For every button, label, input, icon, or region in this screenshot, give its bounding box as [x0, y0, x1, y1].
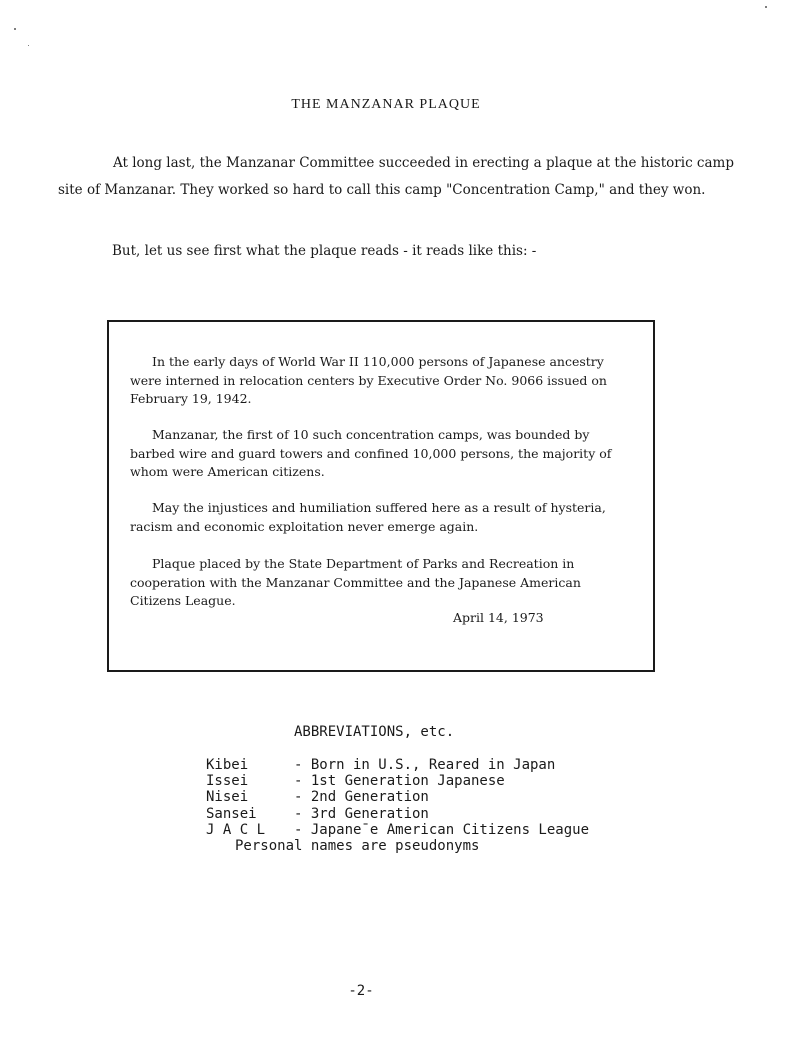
abbreviation-row: [206, 806, 589, 822]
abbreviation-term: Sansei: [206, 805, 257, 822]
abbreviations-heading: ABBREVIATIONS, etc.: [294, 724, 455, 740]
scan-speck: [14, 28, 16, 30]
scan-speck: [765, 6, 767, 8]
plaque-paragraph: [130, 555, 630, 611]
plaque-paragraph: [130, 353, 630, 409]
abbreviation-row: [206, 789, 589, 805]
abbreviation-term: J A C L: [206, 821, 266, 838]
plaque-paragraph-text: Plaque placed by the State Department of Parks and Recreation in cooperation with the Manzanar Committee and the Japanese American Citizens League.: [130, 556, 581, 608]
plaque-paragraph: [130, 426, 630, 482]
abbreviation-term: Issei: [206, 773, 249, 790]
abbreviation-row: [206, 757, 589, 773]
abbreviation-term: Nisei: [206, 789, 249, 806]
abbreviation-term: Kibei: [206, 757, 249, 773]
abbreviation-row: [206, 822, 589, 838]
abbreviations-list: [206, 757, 589, 838]
abbreviation-definition: - 3rd Generation: [294, 805, 429, 822]
abbreviation-definition: - Born in U.S., Reared in Japan: [294, 757, 556, 773]
abbreviation-definition: - 2nd Generation: [294, 789, 429, 806]
plaque-paragraph-text: May the injustices and humiliation suffered here as a result of hysteria, racism and economic exploitation never emerge again.: [130, 500, 606, 534]
plaque-paragraph-text: In the early days of World War II 110,000 persons of Japanese ancestry were interned in relocation centers by Executive Order No. 9066 issued on February 19, 1942.: [130, 354, 607, 406]
pseudonym-note: Personal names are pseudonyms: [235, 838, 480, 854]
lead-in-paragraph: But, let us see first what the plaque reads - it reads like this: -: [112, 243, 537, 259]
intro-paragraph: At long last, the Manzanar Committee succeeded in erecting a plaque at the historic camp site of Manzanar. They worked so hard to call this camp "Concentration Camp," and they won.: [58, 155, 734, 198]
plaque-paragraph: [130, 499, 630, 536]
scan-speck: [28, 45, 29, 46]
abbreviation-definition: - 1st Generation Japanese: [294, 773, 505, 790]
page-title: THE MANZANAR PLAQUE: [291, 97, 481, 112]
plaque-paragraph-text: Manzanar, the first of 10 such concentration camps, was bounded by barbed wire and guard towers and confined 10,000 persons, the majority of whom were American citizens.: [130, 427, 612, 479]
abbreviation-definition: - Japane¯e American Citizens League: [294, 821, 590, 838]
page-number: -2-: [348, 983, 374, 999]
plaque-date: April 14, 1973: [453, 610, 544, 625]
abbreviation-row: [206, 773, 589, 789]
